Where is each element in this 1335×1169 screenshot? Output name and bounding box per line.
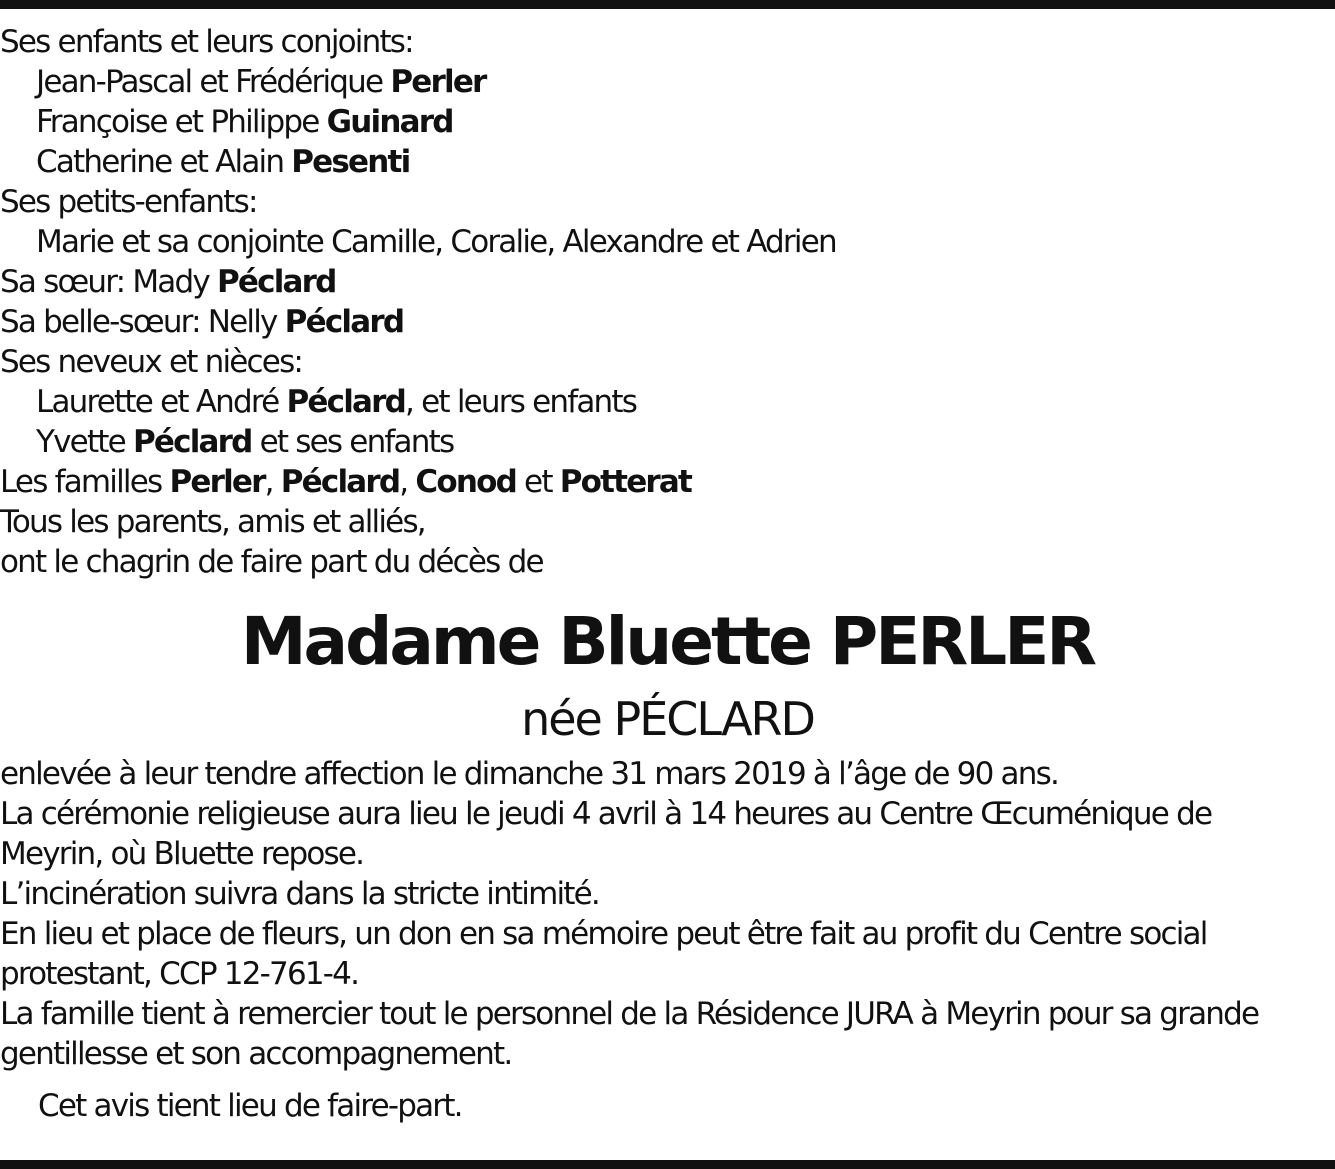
family-name: Perler	[169, 464, 265, 500]
nephew-line	[0, 382, 1335, 422]
nephew-line	[0, 422, 1335, 462]
sister-label: Sa sœur: Mady	[0, 264, 217, 300]
detail-line: Meyrin, où Bluette repose.	[0, 836, 364, 872]
death-notice	[0, 22, 1335, 1126]
detail-line: L’incinération suivra dans la stricte intimité.	[0, 876, 599, 912]
nephew-surname: Péclard	[286, 384, 406, 420]
detail-line: La famille tient à remercier tout le personnel de la Résidence JURA à Meyrin pour sa grande	[0, 996, 1259, 1032]
family-name: Conod	[415, 464, 516, 500]
families-prefix: Les familles	[0, 464, 170, 500]
child-surname: Perler	[390, 64, 486, 100]
families-line	[0, 462, 1335, 502]
child-names: Jean-Pascal et Frédérique	[36, 64, 391, 100]
closing-line: Cet avis tient lieu de faire-part.	[38, 1088, 462, 1124]
announcement-line: ont le chagrin de faire part du décès de	[0, 544, 543, 580]
families-separator: ,	[399, 464, 416, 500]
child-line	[0, 142, 1335, 182]
detail-line: gentillesse et son accompagnement.	[0, 1036, 512, 1072]
sister-surname: Péclard	[216, 264, 336, 300]
nephew-suffix: , et leurs enfants	[405, 384, 637, 420]
sister-in-law-label: Sa belle-sœur: Nelly	[0, 304, 285, 340]
child-names: Catherine et Alain	[36, 144, 292, 180]
grandchildren-names: Marie et sa conjointe Camille, Coralie, Alexandre et Adrien	[36, 224, 836, 260]
grandchildren-heading: Ses petits-enfants:	[0, 184, 257, 220]
child-line	[0, 62, 1335, 102]
child-line	[0, 102, 1335, 142]
deceased-name: Madame Bluette PERLER	[240, 603, 1095, 680]
sister-line	[0, 262, 1335, 302]
detail-line: protestant, CCP 12-761-4.	[0, 956, 359, 992]
detail-line: La cérémonie religieuse aura lieu le jeudi 4 avril à 14 heures au Centre Œcuménique de	[0, 796, 1212, 832]
sister-in-law-line	[0, 302, 1335, 342]
relatives-line: Tous les parents, amis et alliés,	[0, 504, 425, 540]
family-name: Péclard	[280, 464, 400, 500]
nephew-surname: Péclard	[133, 424, 252, 460]
nephew-names: Laurette et André	[36, 384, 287, 420]
children-heading: Ses enfants et leurs conjoints:	[0, 24, 413, 60]
child-surname: Guinard	[326, 104, 453, 140]
bottom-rule	[0, 1160, 1335, 1169]
family-name: Potterat	[559, 464, 692, 500]
families-separator: ,	[264, 464, 281, 500]
families-separator: et	[516, 464, 560, 500]
nephews-heading: Ses neveux et nièces:	[0, 344, 303, 380]
nephew-names: Yvette	[36, 424, 133, 460]
nephew-suffix: et ses enfants	[251, 424, 454, 460]
child-surname: Pesenti	[291, 144, 410, 180]
maiden-name: née PÉCLARD	[521, 692, 814, 746]
notice-details	[0, 754, 1335, 1074]
sister-in-law-surname: Péclard	[284, 304, 404, 340]
top-rule	[0, 0, 1335, 9]
detail-line: En lieu et place de fleurs, un don en sa mémoire peut être fait au profit du Centre social	[0, 916, 1207, 952]
detail-line: enlevée à leur tendre affection le dimanche 31 mars 2019 à l’âge de 90 ans.	[0, 756, 1059, 792]
child-names: Françoise et Philippe	[36, 104, 327, 140]
